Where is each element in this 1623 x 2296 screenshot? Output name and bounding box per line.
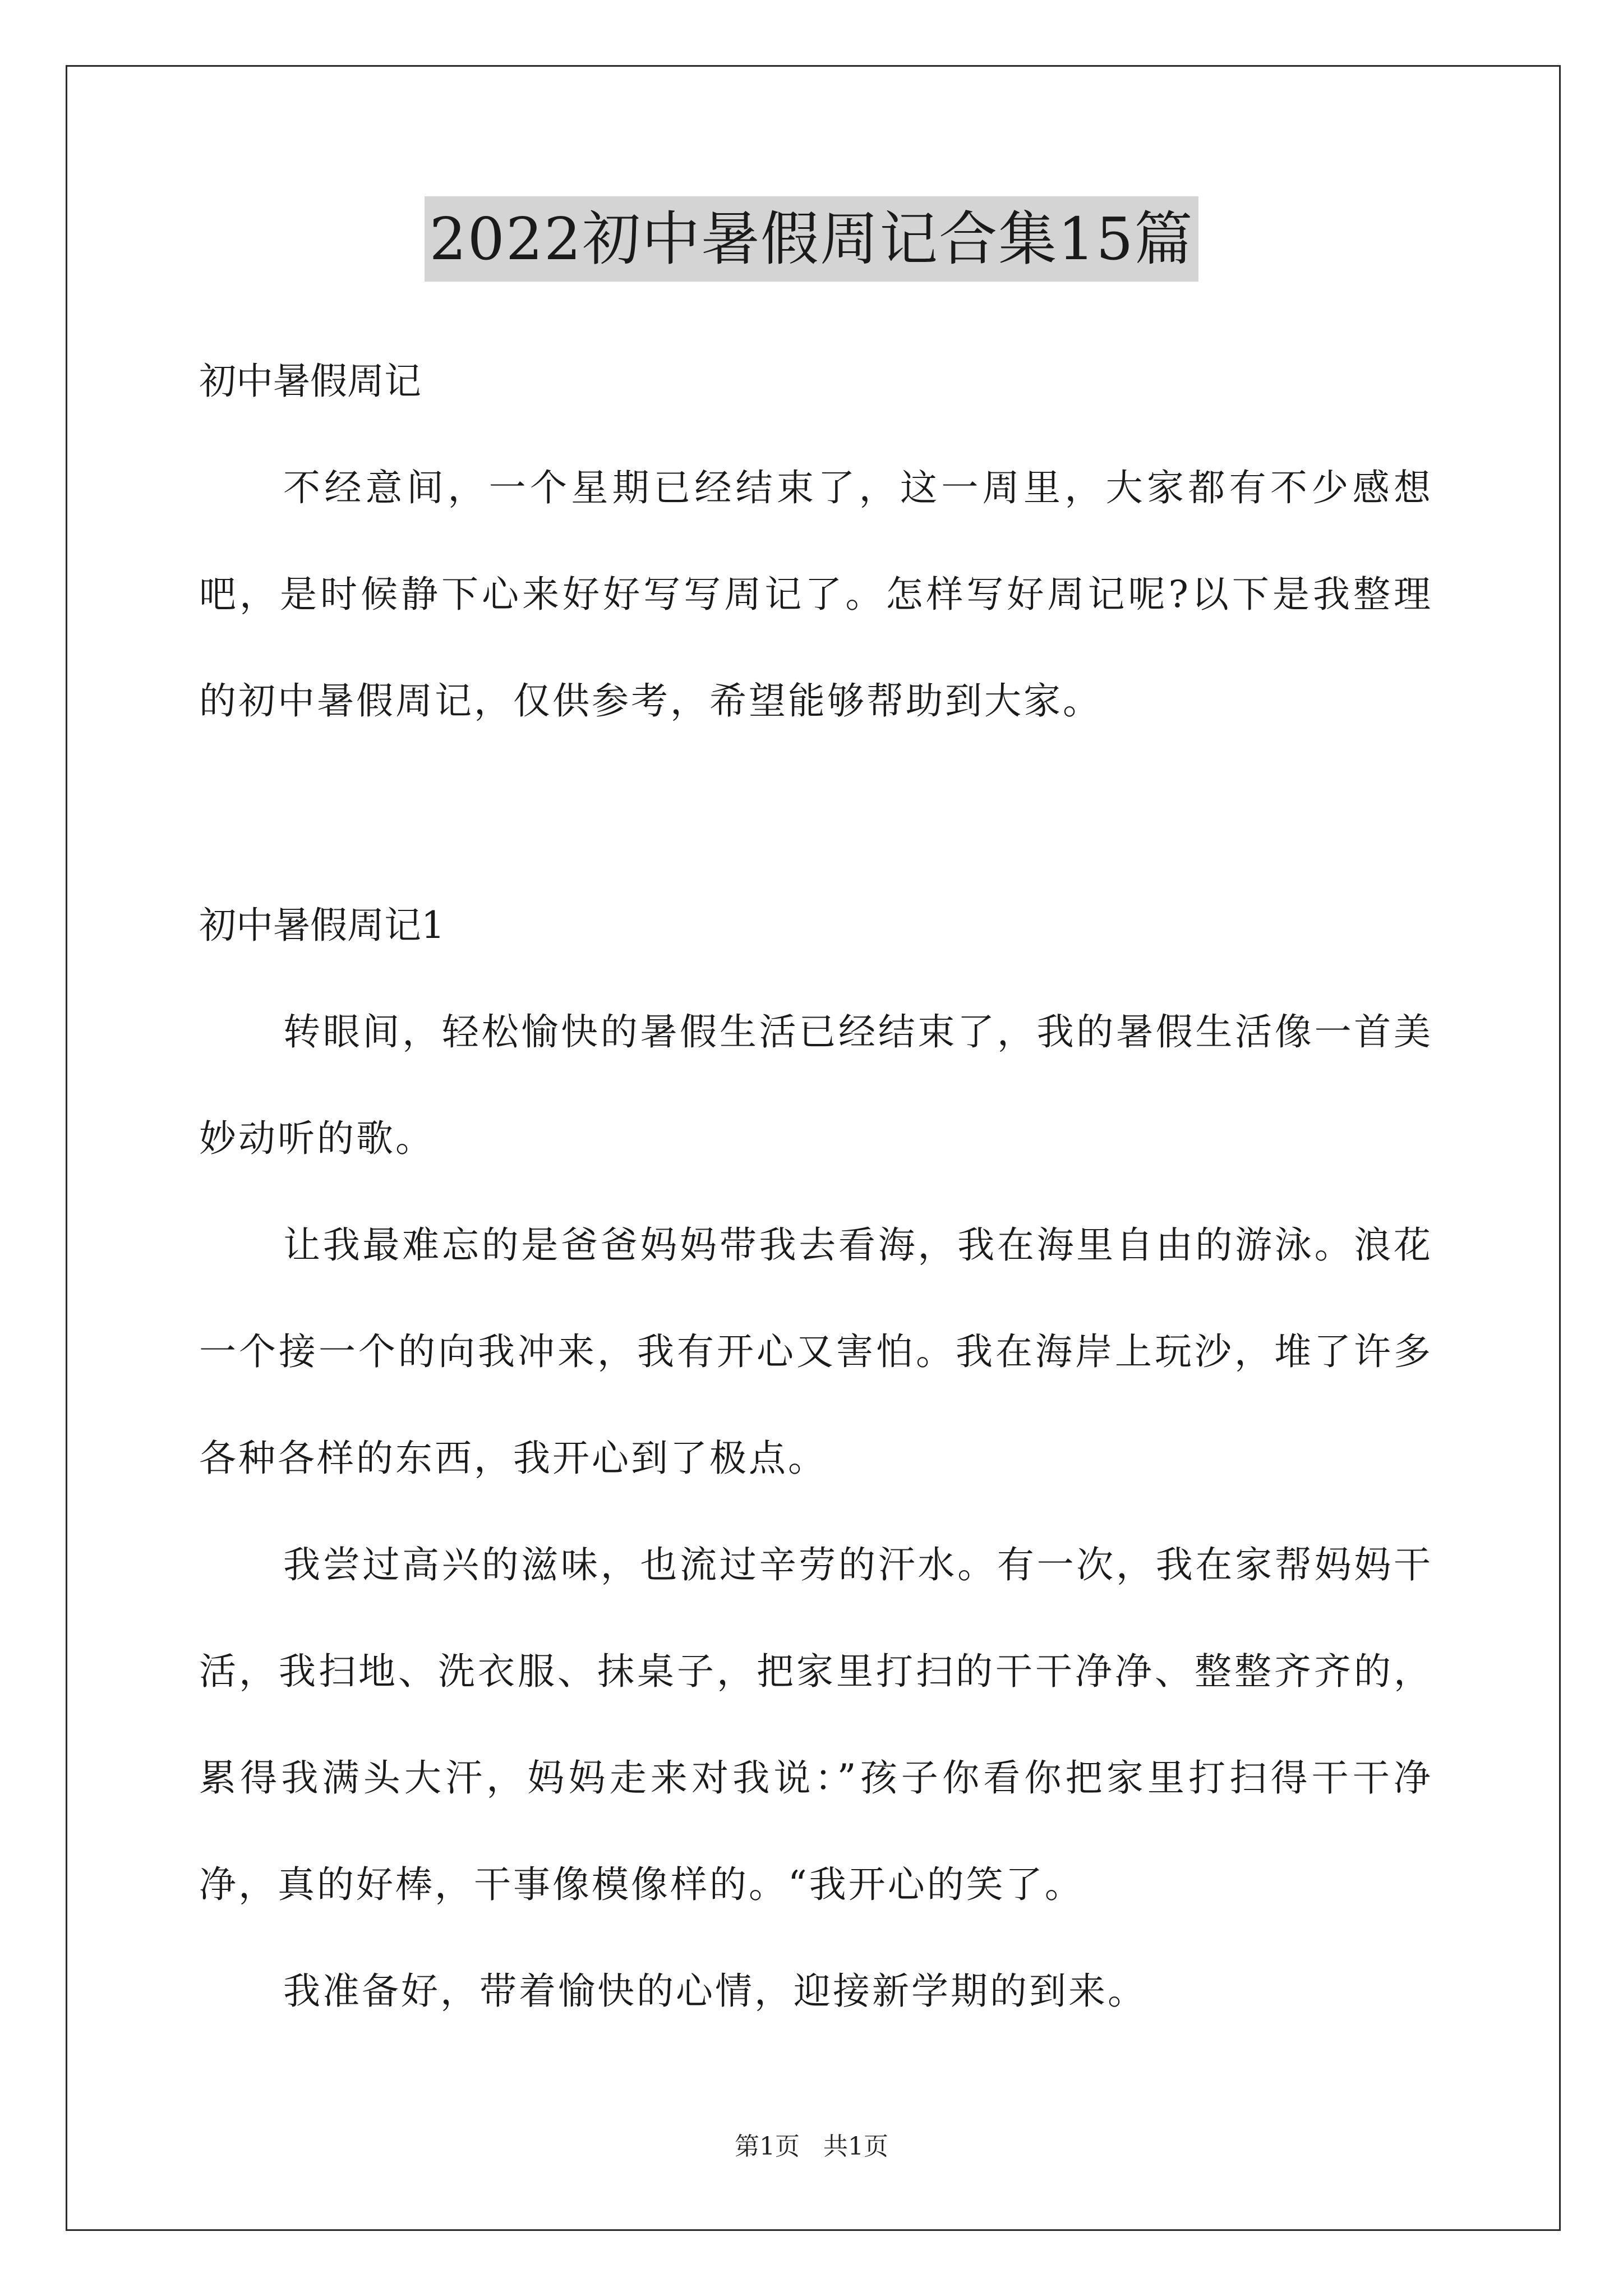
paragraph-2: 让我最难忘的是爸爸妈妈带我去看海，我在海里自由的游泳。浪花一个接一个的向我冲来，我有开心又害怕。我在海岸上玩沙，堆了许多各种各样的东西，我开心到了极点。 xyxy=(199,1223,1433,1480)
paragraph-3: 我尝过高兴的滋味，也流过辛劳的汗水。有一次，我在家帮妈妈干活，我扫地、洗衣服、抹桌子，把家里打扫的干干净净、整整齐齐的，累得我满头大汗，妈妈走来对我说：”孩子你看你把家里打扫得干干净净，真的好棒，干事像模像样的。“我开心的笑了。 xyxy=(199,1543,1433,1906)
page-footer xyxy=(0,2126,1623,2162)
title-container xyxy=(0,196,1623,282)
intro-paragraph: 不经意间，一个星期已经结束了，这一周里，大家都有不少感想吧，是时候静下心来好好写写周记了。怎样写好周记呢?以下是我整理的初中暑假周记，仅供参考，希望能够帮助到大家。 xyxy=(199,466,1433,723)
page-total: 共1页 xyxy=(823,2132,888,2161)
section-heading: 初中暑假周记1 xyxy=(199,904,445,947)
page-current: 第1页 xyxy=(735,2132,800,2161)
paragraph-4: 我准备好，带着愉快的心情，迎接新学期的到来。 xyxy=(283,1970,1147,2013)
intro-heading: 初中暑假周记 xyxy=(199,360,421,403)
document-title: 2022初中暑假周记合集15篇 xyxy=(425,196,1198,282)
paragraph-1: 转眼间，轻松愉快的暑假生活已经结束了，我的暑假生活像一首美妙动听的歌。 xyxy=(199,1010,1433,1160)
intro-section xyxy=(199,328,1433,754)
diary-section-1 xyxy=(199,872,1433,2045)
